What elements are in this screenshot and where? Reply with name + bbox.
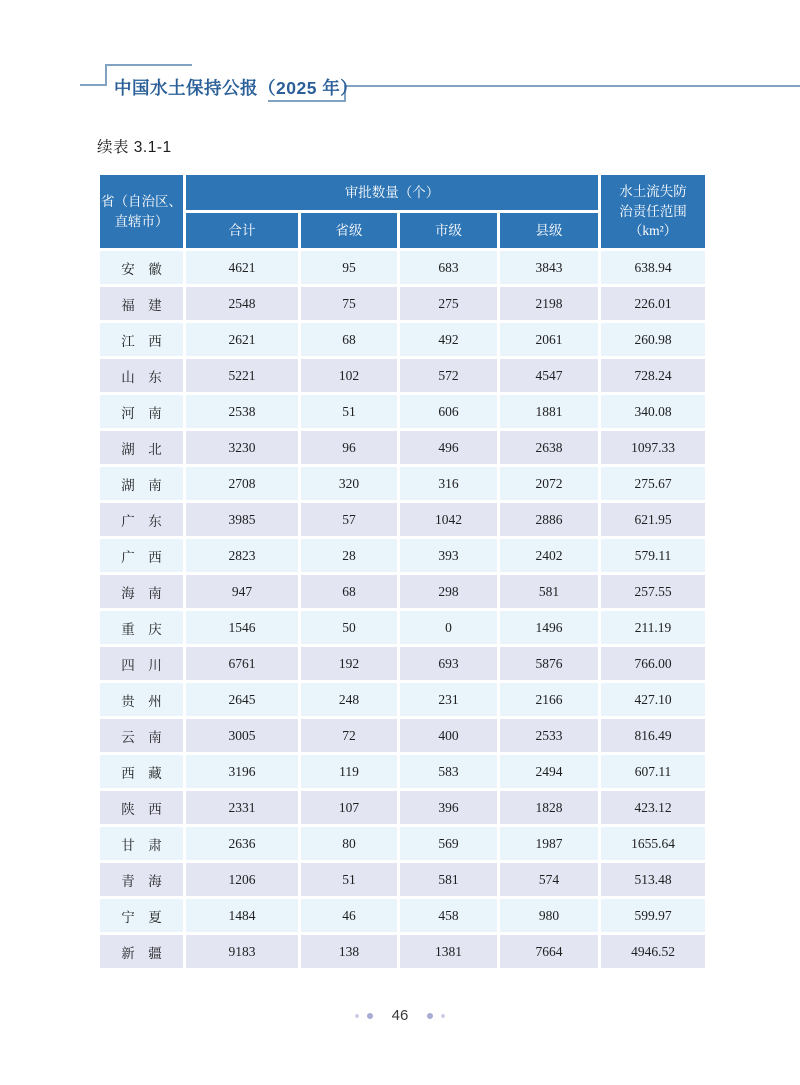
- province-cell: 湖 南: [99, 466, 185, 502]
- municipal-cell: 606: [399, 394, 499, 430]
- provincial-cell: 320: [300, 466, 399, 502]
- table-row: [99, 934, 707, 970]
- header-county: 县级: [499, 212, 600, 250]
- header-deco-vert-left: [105, 64, 107, 86]
- provincial-cell: 119: [300, 754, 399, 790]
- header-area: [600, 174, 707, 250]
- table-row: [99, 898, 707, 934]
- provincial-cell: 248: [300, 682, 399, 718]
- table-row: [99, 790, 707, 826]
- footer-dot-small-right: [441, 1014, 445, 1018]
- table-row: [99, 574, 707, 610]
- table-row: [99, 538, 707, 574]
- area-cell: 607.11: [600, 754, 707, 790]
- province-cell: 云 南: [99, 718, 185, 754]
- provincial-cell: 68: [300, 322, 399, 358]
- total-cell: 3005: [185, 718, 300, 754]
- page-footer: [0, 1007, 800, 1025]
- municipal-cell: 1042: [399, 502, 499, 538]
- province-cell: 海 南: [99, 574, 185, 610]
- footer-dot-big-left: [367, 1013, 373, 1019]
- province-cell: 甘 肃: [99, 826, 185, 862]
- province-cell: 陕 西: [99, 790, 185, 826]
- total-cell: 2548: [185, 286, 300, 322]
- total-cell: 2636: [185, 826, 300, 862]
- total-cell: 2538: [185, 394, 300, 430]
- header-provincial: 省级: [300, 212, 399, 250]
- county-cell: 2494: [499, 754, 600, 790]
- area-cell: 211.19: [600, 610, 707, 646]
- county-cell: 2072: [499, 466, 600, 502]
- province-cell: 青 海: [99, 862, 185, 898]
- provincial-cell: 192: [300, 646, 399, 682]
- provincial-cell: 80: [300, 826, 399, 862]
- county-cell: 1496: [499, 610, 600, 646]
- header-approval-group-label: 审批数量（个）: [344, 184, 440, 200]
- area-cell: 340.08: [600, 394, 707, 430]
- area-cell: 816.49: [600, 718, 707, 754]
- table-row: [99, 394, 707, 430]
- municipal-cell: 396: [399, 790, 499, 826]
- county-cell: 2166: [499, 682, 600, 718]
- area-cell: 275.67: [600, 466, 707, 502]
- area-cell: 621.95: [600, 502, 707, 538]
- county-cell: 5876: [499, 646, 600, 682]
- total-cell: 3196: [185, 754, 300, 790]
- table-row: [99, 358, 707, 394]
- area-cell: 728.24: [600, 358, 707, 394]
- provincial-cell: 28: [300, 538, 399, 574]
- municipal-cell: 496: [399, 430, 499, 466]
- table-row: [99, 502, 707, 538]
- table-row: [99, 826, 707, 862]
- area-cell: 513.48: [600, 862, 707, 898]
- header-province: [99, 174, 185, 250]
- area-cell: 257.55: [600, 574, 707, 610]
- province-cell: 河 南: [99, 394, 185, 430]
- area-cell: 766.00: [600, 646, 707, 682]
- total-cell: 2621: [185, 322, 300, 358]
- county-cell: 4547: [499, 358, 600, 394]
- county-cell: 1828: [499, 790, 600, 826]
- total-cell: 2823: [185, 538, 300, 574]
- header-area-line2: 治责任范围: [619, 203, 687, 219]
- total-cell: 1206: [185, 862, 300, 898]
- header-municipal: 市级: [399, 212, 499, 250]
- county-cell: 574: [499, 862, 600, 898]
- footer-dot-big-right: [427, 1013, 433, 1019]
- provincial-cell: 72: [300, 718, 399, 754]
- total-cell: 3985: [185, 502, 300, 538]
- total-cell: 2708: [185, 466, 300, 502]
- area-cell: 423.12: [600, 790, 707, 826]
- provincial-cell: 50: [300, 610, 399, 646]
- header-deco-long-line: [344, 85, 800, 87]
- county-cell: 1987: [499, 826, 600, 862]
- municipal-cell: 275: [399, 286, 499, 322]
- footer-dot-small-left: [355, 1014, 359, 1018]
- area-cell: 638.94: [600, 250, 707, 286]
- total-cell: 2331: [185, 790, 300, 826]
- province-cell: 贵 州: [99, 682, 185, 718]
- municipal-cell: 693: [399, 646, 499, 682]
- province-cell: 宁 夏: [99, 898, 185, 934]
- municipal-cell: 231: [399, 682, 499, 718]
- header-province-label: 省（自治区、直辖市）: [101, 193, 182, 229]
- area-cell: 1097.33: [600, 430, 707, 466]
- county-cell: 581: [499, 574, 600, 610]
- header-area-line3: （km²）: [628, 223, 678, 239]
- table-body: [99, 250, 707, 970]
- county-cell: 2533: [499, 718, 600, 754]
- provincial-cell: 102: [300, 358, 399, 394]
- area-cell: 1655.64: [600, 826, 707, 862]
- table-row: [99, 430, 707, 466]
- area-cell: 226.01: [600, 286, 707, 322]
- county-cell: 2402: [499, 538, 600, 574]
- municipal-cell: 583: [399, 754, 499, 790]
- municipal-cell: 683: [399, 250, 499, 286]
- province-cell: 安 徽: [99, 250, 185, 286]
- provincial-cell: 57: [300, 502, 399, 538]
- municipal-cell: 400: [399, 718, 499, 754]
- approval-table: [97, 172, 708, 971]
- area-cell: 4946.52: [600, 934, 707, 970]
- total-cell: 9183: [185, 934, 300, 970]
- total-cell: 947: [185, 574, 300, 610]
- province-cell: 西 藏: [99, 754, 185, 790]
- municipal-cell: 316: [399, 466, 499, 502]
- county-cell: 2886: [499, 502, 600, 538]
- total-cell: 1546: [185, 610, 300, 646]
- municipal-cell: 569: [399, 826, 499, 862]
- province-cell: 福 建: [99, 286, 185, 322]
- provincial-cell: 68: [300, 574, 399, 610]
- header-total: 合计: [185, 212, 300, 250]
- municipal-cell: 458: [399, 898, 499, 934]
- provincial-cell: 107: [300, 790, 399, 826]
- province-cell: 广 西: [99, 538, 185, 574]
- county-cell: 7664: [499, 934, 600, 970]
- municipal-cell: 1381: [399, 934, 499, 970]
- table-row: [99, 718, 707, 754]
- table-row: [99, 610, 707, 646]
- provincial-cell: 138: [300, 934, 399, 970]
- table-row: [99, 682, 707, 718]
- header-approval-group: [185, 174, 600, 212]
- page-header-title: 中国水土保持公报（2025 年）: [114, 78, 359, 98]
- province-cell: 湖 北: [99, 430, 185, 466]
- total-cell: 5221: [185, 358, 300, 394]
- municipal-cell: 572: [399, 358, 499, 394]
- provincial-cell: 51: [300, 394, 399, 430]
- table-row: [99, 250, 707, 286]
- table-header: [99, 174, 707, 250]
- municipal-cell: 0: [399, 610, 499, 646]
- county-cell: 1881: [499, 394, 600, 430]
- provincial-cell: 51: [300, 862, 399, 898]
- area-cell: 599.97: [600, 898, 707, 934]
- table-row: [99, 754, 707, 790]
- province-cell: 重 庆: [99, 610, 185, 646]
- header-deco-top-line: [105, 64, 192, 66]
- province-cell: 广 东: [99, 502, 185, 538]
- page-number: 46: [391, 1007, 409, 1025]
- area-cell: 260.98: [600, 322, 707, 358]
- province-cell: 山 东: [99, 358, 185, 394]
- county-cell: 2198: [499, 286, 600, 322]
- province-cell: 新 疆: [99, 934, 185, 970]
- provincial-cell: 95: [300, 250, 399, 286]
- table-caption: 续表 3.1-1: [97, 139, 172, 156]
- total-cell: 1484: [185, 898, 300, 934]
- county-cell: 980: [499, 898, 600, 934]
- header-deco-dash-left: [80, 84, 107, 86]
- table-row: [99, 646, 707, 682]
- total-cell: 6761: [185, 646, 300, 682]
- county-cell: 3843: [499, 250, 600, 286]
- area-cell: 579.11: [600, 538, 707, 574]
- province-cell: 江 西: [99, 322, 185, 358]
- county-cell: 2638: [499, 430, 600, 466]
- header-area-line1: 水土流失防: [619, 184, 687, 200]
- total-cell: 3230: [185, 430, 300, 466]
- table-row: [99, 322, 707, 358]
- total-cell: 4621: [185, 250, 300, 286]
- provincial-cell: 46: [300, 898, 399, 934]
- table-row: [99, 466, 707, 502]
- provincial-cell: 75: [300, 286, 399, 322]
- county-cell: 2061: [499, 322, 600, 358]
- header-deco-under-line: [268, 100, 346, 102]
- table-row: [99, 862, 707, 898]
- municipal-cell: 492: [399, 322, 499, 358]
- area-cell: 427.10: [600, 682, 707, 718]
- provincial-cell: 96: [300, 430, 399, 466]
- municipal-cell: 581: [399, 862, 499, 898]
- province-cell: 四 川: [99, 646, 185, 682]
- total-cell: 2645: [185, 682, 300, 718]
- table-row: [99, 286, 707, 322]
- municipal-cell: 393: [399, 538, 499, 574]
- municipal-cell: 298: [399, 574, 499, 610]
